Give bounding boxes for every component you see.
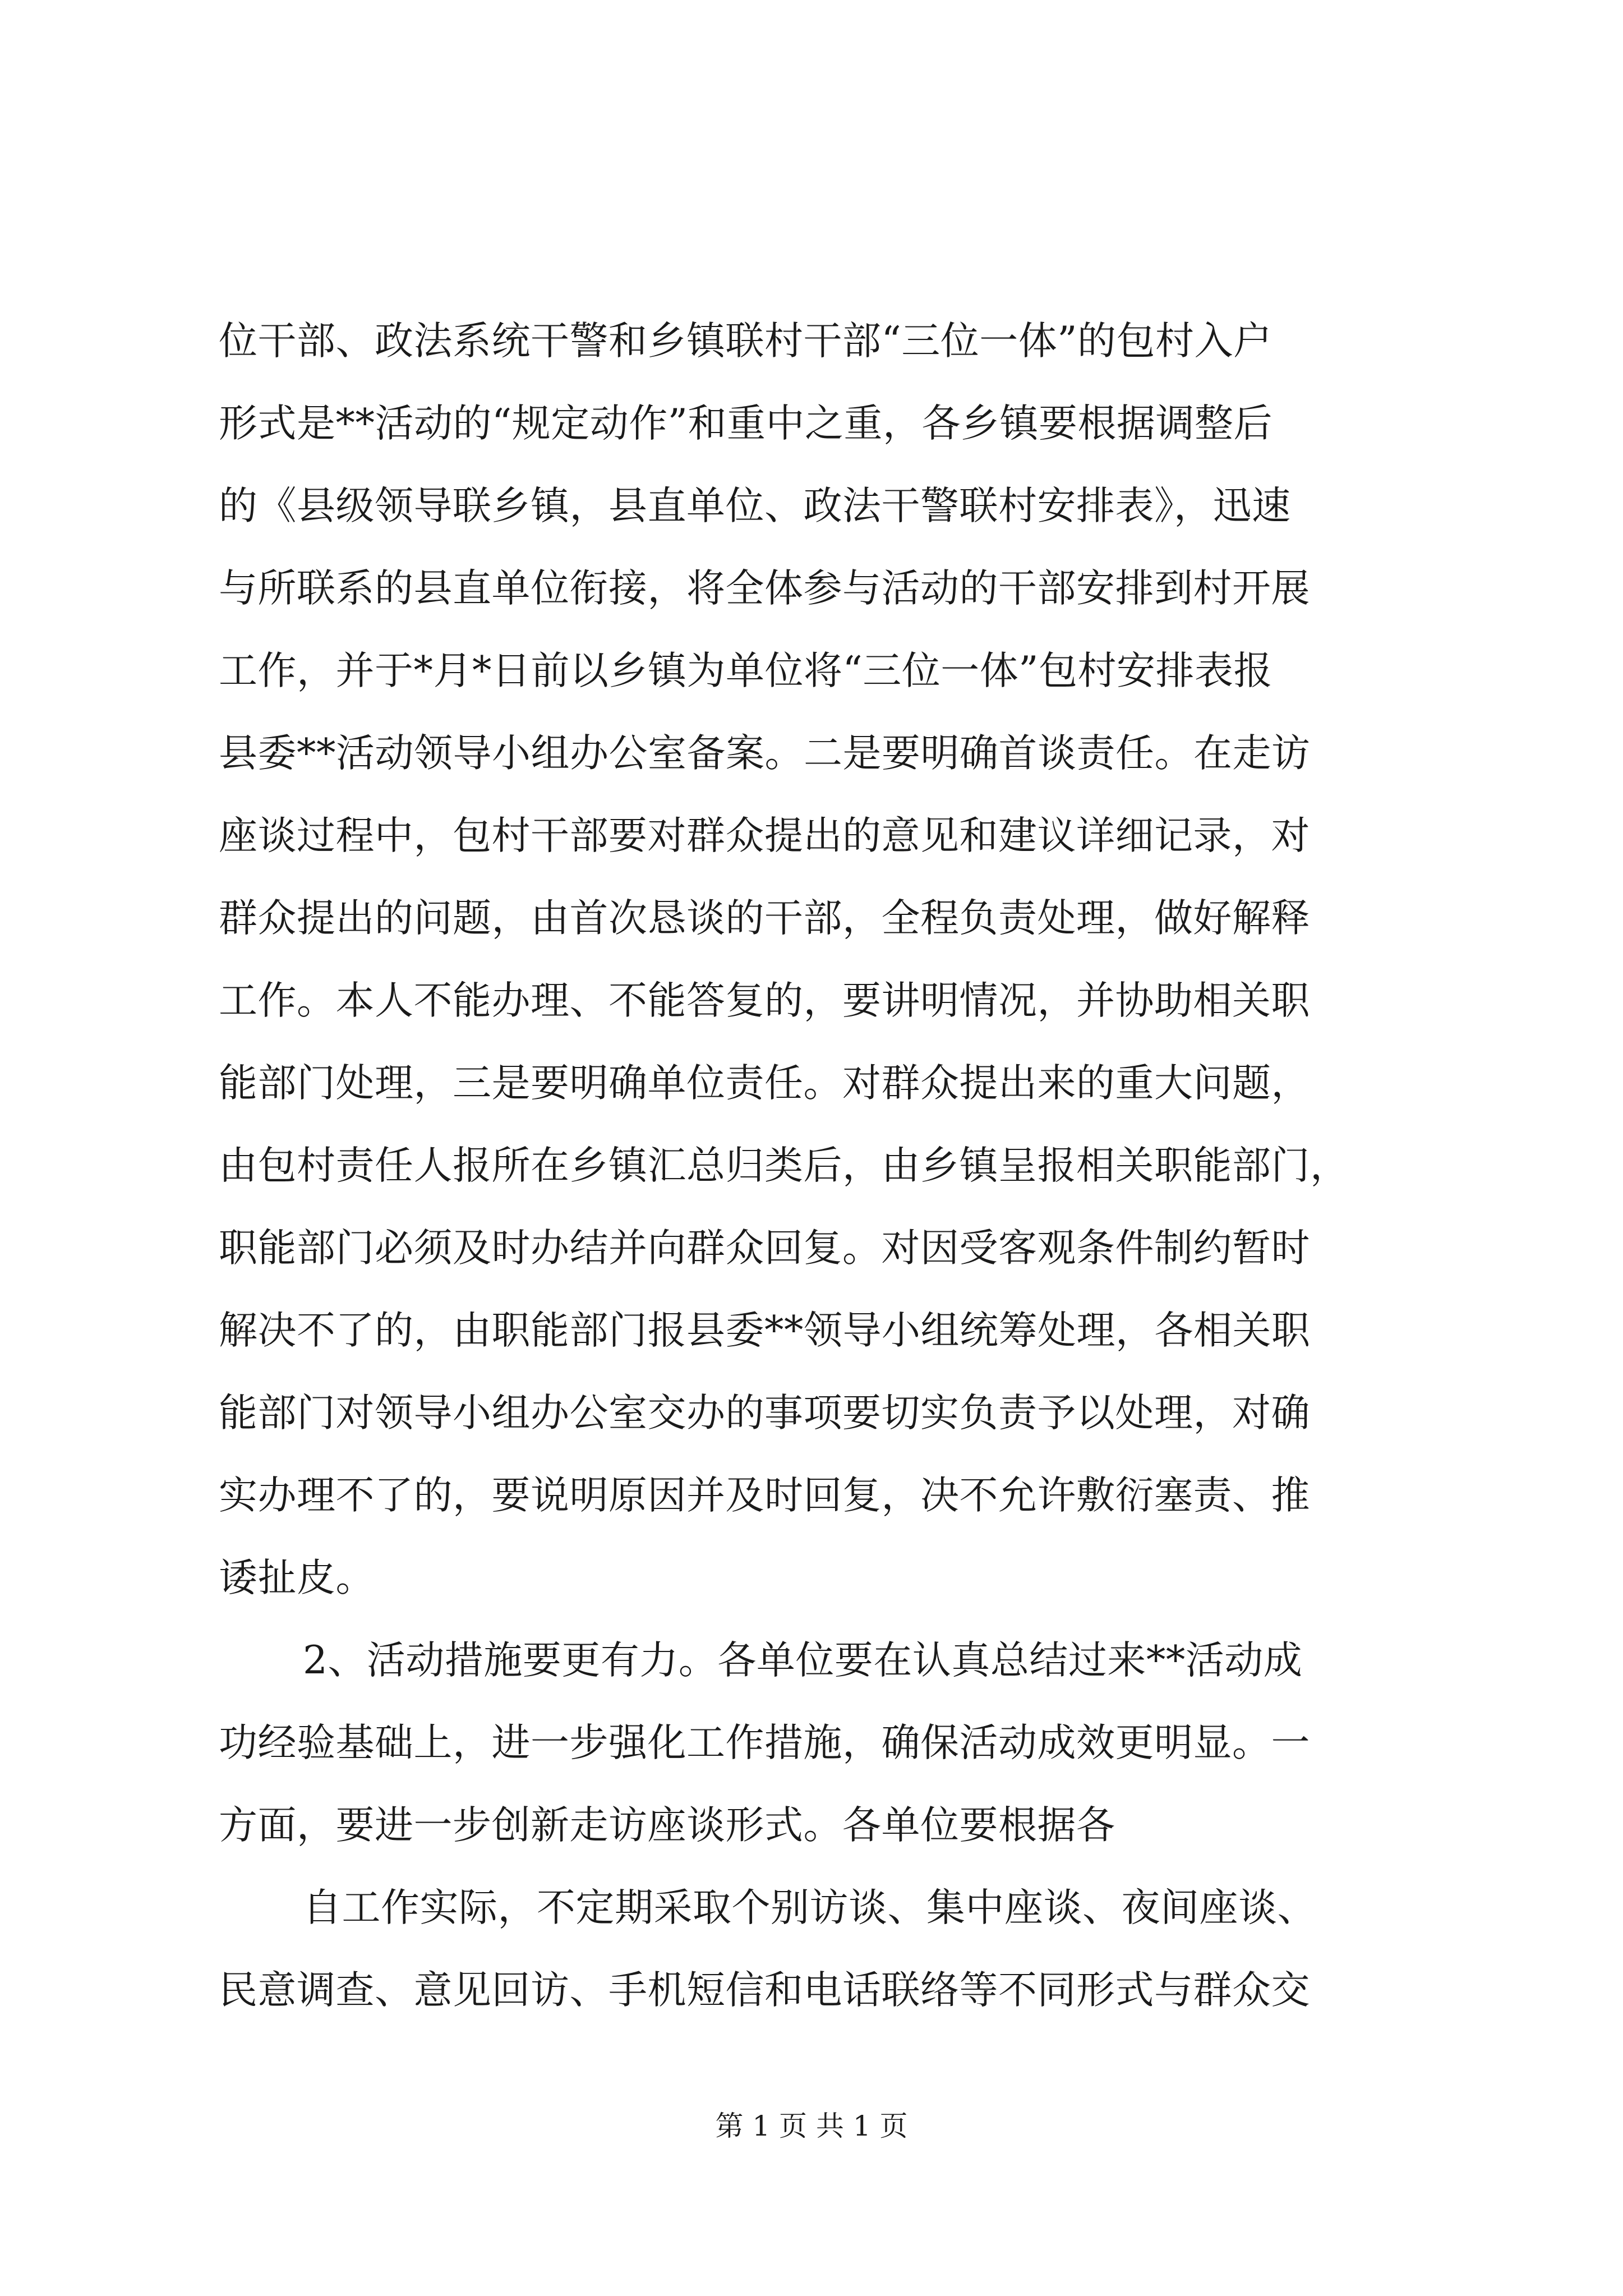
text-line: 工作，并于*月*日前以乡镇为单位将“三位一体”包村安排表报 xyxy=(219,648,1273,693)
text-line: 由包村责任人报所在乡镇汇总归类后，由乡镇呈报相关职能部门， xyxy=(219,1143,1349,1188)
text-line: 与所联系的县直单位衔接，将全体参与活动的干部安排到村开展 xyxy=(219,566,1310,611)
document-body xyxy=(219,300,1419,2032)
text-line: 能部门处理，三是要明确单位责任。对群众提出来的重大问题， xyxy=(219,1061,1310,1106)
text-line: 民意调查、意见回访、手机短信和电话联络等不同形式与群众交 xyxy=(219,1968,1310,2013)
text-line: 能部门对领导小组办公室交办的事项要切实负责予以处理，对确 xyxy=(219,1391,1310,1435)
text-line: 的《县级领导联乡镇，县直单位、政法干警联村安排表》，迅速 xyxy=(219,484,1291,528)
text-line: 工作。本人不能办理、不能答复的，要讲明情况，并协助相关职 xyxy=(219,978,1310,1023)
text-line: 实办理不了的，要说明原因并及时回复，决不允许敷衍塞责、推 xyxy=(219,1473,1310,1518)
text-line: 形式是**活动的“规定动作”和重中之重，各乡镇要根据调整后 xyxy=(219,401,1273,446)
page-number-label: 第 1 页 共 1 页 xyxy=(715,2110,908,2142)
page-footer xyxy=(0,2106,1623,2146)
text-line: 方面，要进一步创新走访座谈形式。各单位要根据各 xyxy=(219,1803,1115,1848)
text-line: 诿扯皮。 xyxy=(219,1556,375,1600)
text-line: 县委**活动领导小组办公室备案。二是要明确首谈责任。在走访 xyxy=(219,731,1311,776)
text-line: 群众提出的问题，由首次恳谈的干部，全程负责处理，做好解释 xyxy=(219,896,1310,941)
paragraph-start-line: 自工作实际，不定期采取个别访谈、集中座谈、夜间座谈、 xyxy=(303,1885,1316,1930)
paragraph-start-line: 2、活动措施要更有力。各单位要在认真总结过来**活动成 xyxy=(303,1638,1303,1683)
text-line: 座谈过程中，包村干部要对群众提出的意见和建议详细记录，对 xyxy=(219,813,1310,858)
text-line: 职能部门必须及时办结并向群众回复。对因受客观条件制约暂时 xyxy=(219,1226,1310,1271)
text-line: 解决不了的，由职能部门报县委**领导小组统筹处理，各相关职 xyxy=(219,1308,1311,1353)
text-line: 功经验基础上，进一步强化工作措施，确保活动成效更明显。一 xyxy=(219,1720,1310,1765)
text-line: 位干部、政法系统干警和乡镇联村干部“三位一体”的包村入户 xyxy=(219,319,1272,364)
